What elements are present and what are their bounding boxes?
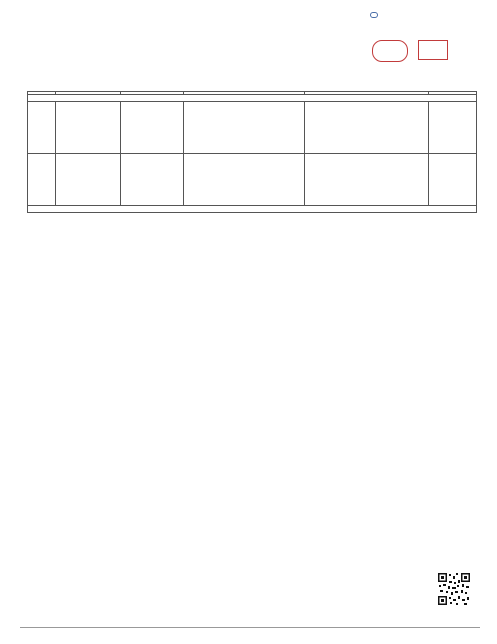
signature-block — [48, 571, 66, 586]
ilac-logo — [370, 12, 378, 18]
table-row — [28, 102, 477, 154]
section-header — [28, 95, 477, 102]
section-header — [28, 206, 477, 213]
certification-logos — [370, 8, 490, 68]
footer-divider — [20, 627, 480, 628]
ca-logo — [372, 40, 408, 62]
table-row — [28, 154, 477, 206]
qr-code-icon[interactable] — [437, 572, 471, 606]
results-table — [27, 91, 477, 213]
ma-logo — [418, 40, 448, 60]
